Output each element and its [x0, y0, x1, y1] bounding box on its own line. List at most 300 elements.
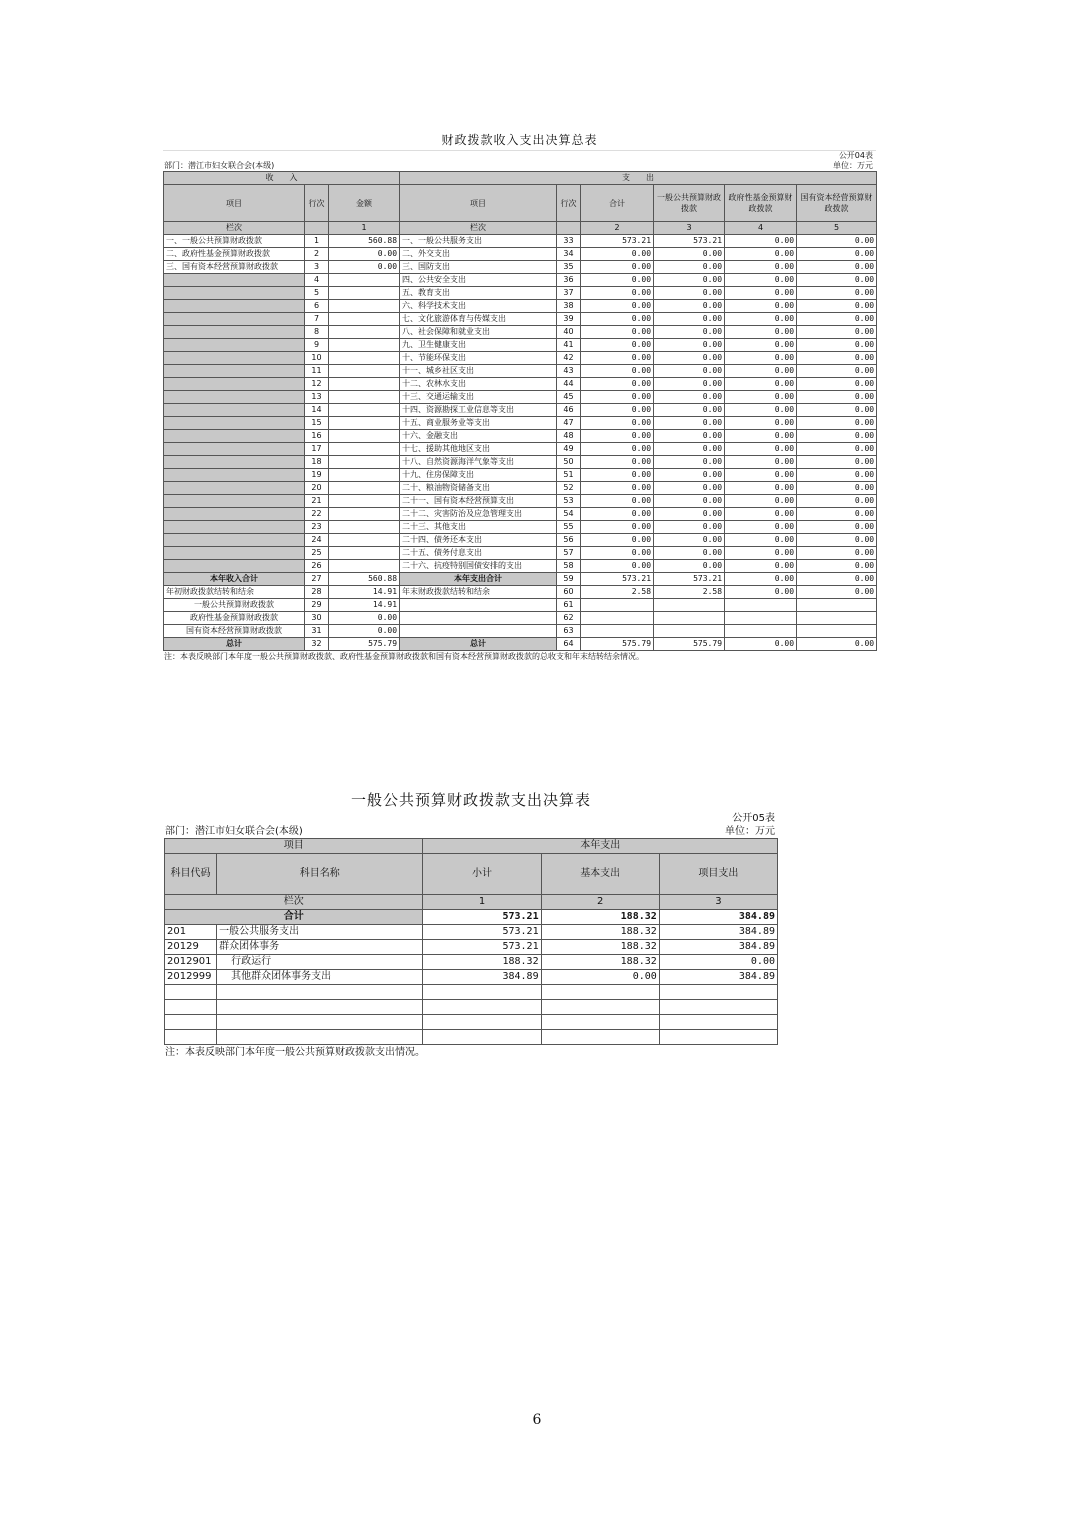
- table-cell: 0.00: [654, 469, 725, 482]
- table-cell: 行政运行: [217, 955, 423, 970]
- table-cell: 0.00: [581, 417, 654, 430]
- table-cell: 0.00: [797, 534, 877, 547]
- table1-index-cell: 2: [581, 222, 654, 235]
- table-cell: 二十五、债务付息支出: [400, 547, 557, 560]
- table-cell: 575.79: [581, 638, 654, 651]
- table-cell: [400, 599, 557, 612]
- table-cell: [329, 417, 400, 430]
- table-cell: 国有资本经营预算财政拨款: [164, 625, 305, 638]
- fiscal-summary-table: [163, 171, 877, 651]
- table-row: [164, 456, 877, 469]
- table-cell: 二十四、债务还本支出: [400, 534, 557, 547]
- table-cell: 0.00: [654, 521, 725, 534]
- table-cell: 0.00: [659, 955, 777, 970]
- table-cell: 26: [305, 560, 329, 573]
- table-row: [164, 469, 877, 482]
- table-cell: 23: [305, 521, 329, 534]
- table-cell: [164, 443, 305, 456]
- table-row: [164, 547, 877, 560]
- table-cell: [659, 985, 777, 1000]
- table-cell: 一、一般公共服务支出: [400, 235, 557, 248]
- table-cell: 0.00: [725, 430, 797, 443]
- table-cell: 52: [557, 482, 581, 495]
- table-cell: 14: [305, 404, 329, 417]
- table-cell: 32: [305, 638, 329, 651]
- table-cell: [164, 313, 305, 326]
- table-cell: 573.21: [654, 573, 725, 586]
- table-cell: [164, 352, 305, 365]
- table-cell: 188.32: [541, 925, 659, 940]
- table-cell: 0.00: [654, 339, 725, 352]
- table-cell: 一、一般公共预算财政拨款: [164, 235, 305, 248]
- table-cell: 0.00: [725, 235, 797, 248]
- fiscal-summary-sheet: [163, 130, 876, 663]
- table-cell: 1: [305, 235, 329, 248]
- table-cell: 0.00: [581, 404, 654, 417]
- table2-index-cell: 3: [659, 895, 777, 910]
- table-cell: 0.00: [725, 495, 797, 508]
- table-cell: 12: [305, 378, 329, 391]
- table-cell: 0.00: [725, 248, 797, 261]
- table-cell: [164, 300, 305, 313]
- table1-header-cell: 政府性基金预算财政拨款: [725, 185, 797, 222]
- table-cell: 0.00: [329, 261, 400, 274]
- table-cell: 0.00: [797, 573, 877, 586]
- table-row: [164, 391, 877, 404]
- table-cell: [659, 1000, 777, 1015]
- table-cell: 15: [305, 417, 329, 430]
- table1-title: 财政拨款收入支出决算总表: [163, 130, 876, 151]
- table-cell: 十四、资源勘探工业信息等支出: [400, 404, 557, 417]
- table-row: [164, 352, 877, 365]
- table-cell: 0.00: [581, 534, 654, 547]
- table-cell: 0.00: [797, 638, 877, 651]
- table-cell: 年末财政拨款结转和结余: [400, 586, 557, 599]
- table-row: [165, 985, 778, 1000]
- table-row: [164, 339, 877, 352]
- table-cell: 0.00: [581, 378, 654, 391]
- table-cell: 0.00: [581, 313, 654, 326]
- table-cell: 0.00: [725, 534, 797, 547]
- table-cell: 0.00: [654, 495, 725, 508]
- table-cell: 十一、城乡社区支出: [400, 365, 557, 378]
- table-cell: 0.00: [581, 248, 654, 261]
- table-row: [164, 287, 877, 300]
- table-cell: 0.00: [654, 482, 725, 495]
- table-cell: [164, 274, 305, 287]
- table1-index-cell: 栏次: [400, 222, 557, 235]
- table-cell: 21: [305, 495, 329, 508]
- table-cell: 573.21: [581, 235, 654, 248]
- table-cell: [725, 612, 797, 625]
- table-cell: 总计: [400, 638, 557, 651]
- table-cell: 0.00: [725, 456, 797, 469]
- table-cell: 0.00: [797, 300, 877, 313]
- table-cell: 本年收入合计: [164, 573, 305, 586]
- table-row: [164, 612, 877, 625]
- table-row: [164, 599, 877, 612]
- table-cell: 5: [305, 287, 329, 300]
- table-cell: 201: [165, 925, 217, 940]
- table-row: [165, 1015, 778, 1030]
- table-row: [164, 495, 877, 508]
- table-cell: 188.32: [423, 955, 541, 970]
- table-cell: 384.89: [659, 925, 777, 940]
- table-cell: 0.00: [329, 612, 400, 625]
- table-cell: 十七、援助其他地区支出: [400, 443, 557, 456]
- table-cell: [164, 456, 305, 469]
- table-cell: 9: [305, 339, 329, 352]
- table-cell: 0.00: [797, 495, 877, 508]
- table-cell: 一般公共预算财政拨款: [164, 599, 305, 612]
- table2-index-cell: 1: [423, 895, 541, 910]
- table-cell: [725, 599, 797, 612]
- table-cell: 18: [305, 456, 329, 469]
- table-cell: 0.00: [725, 352, 797, 365]
- table-cell: 0.00: [581, 456, 654, 469]
- table-row: [164, 378, 877, 391]
- table-cell: 60: [557, 586, 581, 599]
- table-cell: [329, 326, 400, 339]
- table1-unit: 单位：万元: [833, 161, 873, 170]
- table-cell: 0.00: [797, 378, 877, 391]
- table-cell: 0.00: [581, 430, 654, 443]
- table-cell: [164, 430, 305, 443]
- table-cell: 0.00: [797, 430, 877, 443]
- table-cell: [329, 300, 400, 313]
- table-cell: [581, 599, 654, 612]
- table-cell: 0.00: [797, 326, 877, 339]
- table-cell: 0.00: [725, 482, 797, 495]
- table-cell: 0.00: [581, 521, 654, 534]
- table-cell: 56: [557, 534, 581, 547]
- table-cell: 0.00: [725, 560, 797, 573]
- table-cell: 53: [557, 495, 581, 508]
- table-cell: 38: [557, 300, 581, 313]
- table-cell: 群众团体事务: [217, 940, 423, 955]
- table-cell: [217, 1015, 423, 1030]
- table-cell: 0.00: [654, 274, 725, 287]
- table-cell: [329, 482, 400, 495]
- table-cell: [217, 1030, 423, 1045]
- table-cell: 二十二、灾害防治及应急管理支出: [400, 508, 557, 521]
- table2-code: 公开05表: [732, 813, 775, 824]
- table2-unit: 单位：万元: [725, 826, 775, 837]
- table-cell: 573.21: [423, 925, 541, 940]
- table-row: [164, 482, 877, 495]
- table-cell: 20: [305, 482, 329, 495]
- table-cell: 16: [305, 430, 329, 443]
- table-cell: [164, 287, 305, 300]
- table-cell: 50: [557, 456, 581, 469]
- table-cell: 0.00: [797, 261, 877, 274]
- table-cell: [165, 1030, 217, 1045]
- table-cell: [329, 352, 400, 365]
- table-row: [164, 573, 877, 586]
- table-cell: [164, 534, 305, 547]
- table-row: [164, 560, 877, 573]
- table-cell: 0.00: [725, 365, 797, 378]
- table-cell: 0.00: [797, 482, 877, 495]
- table2-total-cell: 188.32: [541, 910, 659, 925]
- table-cell: 0.00: [581, 300, 654, 313]
- table-cell: 0.00: [797, 586, 877, 599]
- table-row: [164, 274, 877, 287]
- table-cell: 43: [557, 365, 581, 378]
- table-cell: 55: [557, 521, 581, 534]
- table-cell: 4: [305, 274, 329, 287]
- table-row: [164, 417, 877, 430]
- table-row: [164, 430, 877, 443]
- table-cell: 0.00: [581, 560, 654, 573]
- table-cell: [329, 456, 400, 469]
- table-cell: 384.89: [659, 970, 777, 985]
- table-cell: 384.89: [659, 940, 777, 955]
- table-cell: [329, 534, 400, 547]
- table-cell: 0.00: [725, 287, 797, 300]
- table-row: [164, 638, 877, 651]
- table-cell: [423, 1030, 541, 1045]
- table-cell: 0.00: [797, 469, 877, 482]
- table-cell: 573.21: [581, 573, 654, 586]
- table-cell: 本年支出合计: [400, 573, 557, 586]
- table-cell: 51: [557, 469, 581, 482]
- table-row: [164, 326, 877, 339]
- table-cell: 25: [305, 547, 329, 560]
- table-row: [164, 404, 877, 417]
- table-cell: 五、教育支出: [400, 287, 557, 300]
- table-cell: [581, 612, 654, 625]
- table-cell: 0.00: [797, 235, 877, 248]
- table2-column-index-row: [165, 895, 778, 910]
- table-cell: [329, 443, 400, 456]
- table-cell: 14.91: [329, 599, 400, 612]
- table-cell: [164, 482, 305, 495]
- table-cell: [400, 612, 557, 625]
- table-cell: [797, 612, 877, 625]
- table-cell: 37: [557, 287, 581, 300]
- table2-note: 注：本表反映部门本年度一般公共预算财政拨款支出情况。: [165, 1047, 425, 1058]
- table-cell: 31: [305, 625, 329, 638]
- table-cell: 三、国有资本经营预算财政拨款: [164, 261, 305, 274]
- table-cell: 11: [305, 365, 329, 378]
- table-cell: 41: [557, 339, 581, 352]
- table-cell: 三、国防支出: [400, 261, 557, 274]
- table-cell: [654, 599, 725, 612]
- table-cell: 0.00: [654, 391, 725, 404]
- table-cell: 十三、交通运输支出: [400, 391, 557, 404]
- table-cell: 24: [305, 534, 329, 547]
- table-cell: 十二、农林水支出: [400, 378, 557, 391]
- table-cell: 十、节能环保支出: [400, 352, 557, 365]
- table2-header-cell: 科目名称: [217, 854, 423, 895]
- table-cell: 20129: [165, 940, 217, 955]
- table-cell: 47: [557, 417, 581, 430]
- table2-dept: 部门：潜江市妇女联合会(本级): [165, 826, 303, 837]
- table-cell: 0.00: [581, 547, 654, 560]
- table-row: [164, 508, 877, 521]
- table-cell: 22: [305, 508, 329, 521]
- table-cell: [329, 495, 400, 508]
- table-cell: 64: [557, 638, 581, 651]
- table-cell: [659, 1030, 777, 1045]
- table-cell: 46: [557, 404, 581, 417]
- table-cell: 二十、粮油物资储备支出: [400, 482, 557, 495]
- table-cell: [581, 625, 654, 638]
- table-cell: 0.00: [797, 521, 877, 534]
- table-cell: 0.00: [654, 300, 725, 313]
- table1-dept: 部门：潜江市妇女联合会(本级): [164, 161, 275, 170]
- table-cell: 2012999: [165, 970, 217, 985]
- table2-index-cell: 2: [541, 895, 659, 910]
- table-cell: 年初财政拨款结转和结余: [164, 586, 305, 599]
- table-row: [164, 365, 877, 378]
- table1-index-cell: 5: [797, 222, 877, 235]
- table-row: [164, 235, 877, 248]
- table-cell: [164, 521, 305, 534]
- table-cell: [329, 313, 400, 326]
- year-expense-header: 本年支出: [423, 839, 778, 854]
- table-cell: 45: [557, 391, 581, 404]
- table-cell: 九、卫生健康支出: [400, 339, 557, 352]
- table-cell: [217, 1000, 423, 1015]
- table-cell: 0.00: [797, 248, 877, 261]
- table-cell: 2.58: [581, 586, 654, 599]
- table-cell: 0.00: [654, 443, 725, 456]
- table-cell: 0.00: [725, 391, 797, 404]
- table-cell: 29: [305, 599, 329, 612]
- table-cell: 0.00: [725, 521, 797, 534]
- page-number: 6: [532, 1412, 542, 1428]
- table1-header-cell: 行次: [305, 185, 329, 222]
- table-cell: 二十三、其他支出: [400, 521, 557, 534]
- table-cell: 0.00: [725, 417, 797, 430]
- table-cell: 0.00: [797, 352, 877, 365]
- table-cell: [329, 339, 400, 352]
- table-cell: [423, 985, 541, 1000]
- table-cell: 0.00: [725, 404, 797, 417]
- table-row: [164, 261, 877, 274]
- table1-index-cell: [557, 222, 581, 235]
- table-cell: [654, 612, 725, 625]
- table-cell: 0.00: [797, 547, 877, 560]
- table-cell: 0.00: [654, 430, 725, 443]
- table-cell: 0.00: [725, 469, 797, 482]
- table-cell: 0.00: [797, 274, 877, 287]
- table-row: [164, 521, 877, 534]
- table-cell: 一般公共服务支出: [217, 925, 423, 940]
- table-row: [164, 625, 877, 638]
- table-cell: 六、科学技术支出: [400, 300, 557, 313]
- table-cell: 575.79: [329, 638, 400, 651]
- table-cell: 19: [305, 469, 329, 482]
- table-cell: 0.00: [725, 547, 797, 560]
- table1-index-cell: 4: [725, 222, 797, 235]
- table-cell: 10: [305, 352, 329, 365]
- table-cell: 0.00: [797, 404, 877, 417]
- table-cell: 63: [557, 625, 581, 638]
- table-cell: 0.00: [329, 248, 400, 261]
- table-cell: [329, 430, 400, 443]
- table-cell: [164, 495, 305, 508]
- table-cell: 七、文化旅游体育与传媒支出: [400, 313, 557, 326]
- table-cell: [165, 1000, 217, 1015]
- table-cell: 0.00: [654, 560, 725, 573]
- table-cell: [541, 1015, 659, 1030]
- table-cell: 0.00: [654, 508, 725, 521]
- table-cell: [541, 985, 659, 1000]
- table-cell: 0.00: [654, 261, 725, 274]
- table2-total-row: [165, 910, 778, 925]
- table2-column-headers: [165, 854, 778, 895]
- table-cell: 总计: [164, 638, 305, 651]
- table-cell: [329, 378, 400, 391]
- table-cell: [217, 985, 423, 1000]
- table-cell: 0.00: [581, 287, 654, 300]
- table1-header-cell: 国有资本经营预算财政拨款: [797, 185, 877, 222]
- table1-code: 公开04表: [838, 151, 873, 160]
- table-cell: 0.00: [581, 495, 654, 508]
- table2-header-cell: 小计: [423, 854, 541, 895]
- table-cell: 0.00: [541, 970, 659, 985]
- table-cell: 13: [305, 391, 329, 404]
- table-row: [165, 1000, 778, 1015]
- table-cell: 560.88: [329, 573, 400, 586]
- table-row: [165, 970, 778, 985]
- table-cell: 0.00: [654, 456, 725, 469]
- table-cell: 0.00: [797, 365, 877, 378]
- table-cell: [329, 287, 400, 300]
- table-cell: 0.00: [654, 248, 725, 261]
- general-budget-sheet: [164, 788, 778, 1061]
- table-cell: 61: [557, 599, 581, 612]
- table-cell: [165, 985, 217, 1000]
- table-cell: 二十六、抗疫特别国债安排的支出: [400, 560, 557, 573]
- table1-header-cell: 金额: [329, 185, 400, 222]
- table-row: [165, 955, 778, 970]
- table-cell: 59: [557, 573, 581, 586]
- table-cell: [654, 625, 725, 638]
- table2-total-cell: 573.21: [423, 910, 541, 925]
- table-row: [164, 313, 877, 326]
- table-cell: [329, 547, 400, 560]
- table-cell: 0.00: [725, 300, 797, 313]
- table-cell: 0.00: [654, 287, 725, 300]
- table-cell: [541, 1000, 659, 1015]
- table-cell: 二、外交支出: [400, 248, 557, 261]
- table1-index-cell: [305, 222, 329, 235]
- table-cell: [329, 560, 400, 573]
- table1-header-cell: 项目: [164, 185, 305, 222]
- table-cell: [797, 625, 877, 638]
- table-cell: 0.00: [725, 443, 797, 456]
- table-row: [165, 1030, 778, 1045]
- table2-header-cell: 科目代码: [165, 854, 217, 895]
- table-cell: 0.00: [797, 391, 877, 404]
- table-cell: [725, 625, 797, 638]
- table-cell: [329, 391, 400, 404]
- table1-index-cell: 3: [654, 222, 725, 235]
- table-cell: 0.00: [581, 469, 654, 482]
- table-cell: 0.00: [725, 508, 797, 521]
- table-cell: 十五、商业服务业等支出: [400, 417, 557, 430]
- table-cell: 0.00: [797, 456, 877, 469]
- table1-header-cell: 项目: [400, 185, 557, 222]
- table-cell: 58: [557, 560, 581, 573]
- table2-total-cell: 384.89: [659, 910, 777, 925]
- table2-title: 一般公共预算财政拨款支出决算表: [350, 791, 591, 809]
- table-cell: 30: [305, 612, 329, 625]
